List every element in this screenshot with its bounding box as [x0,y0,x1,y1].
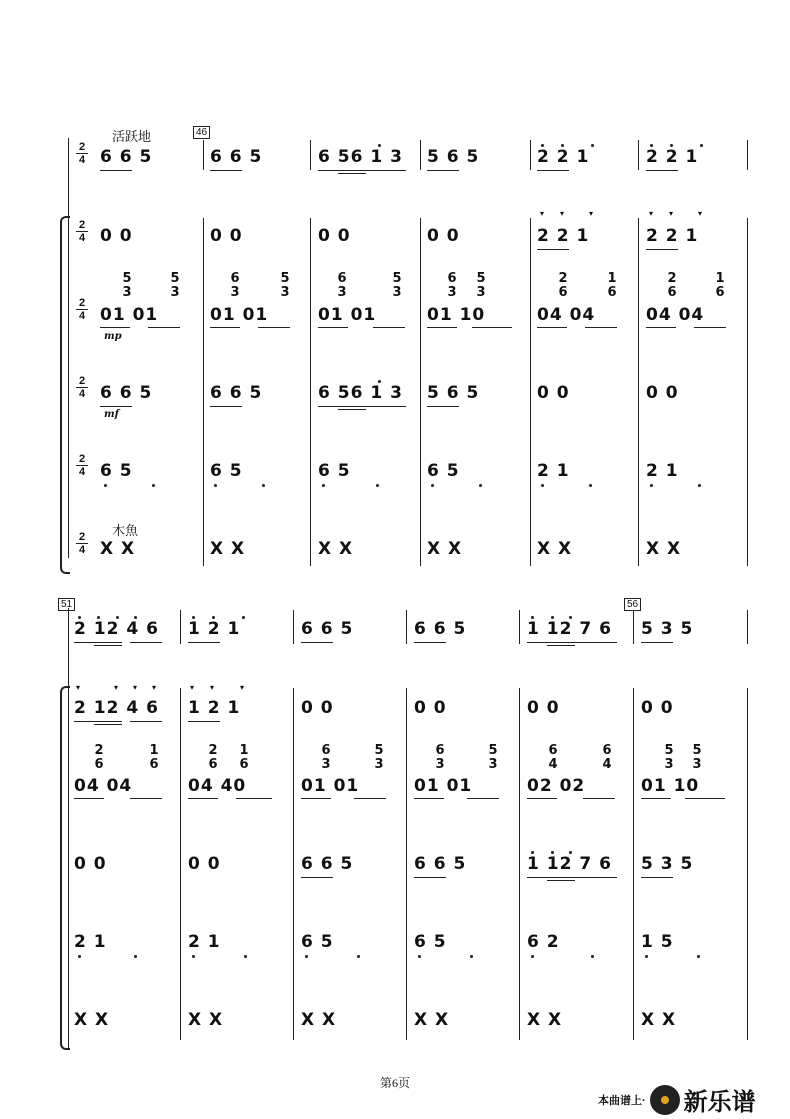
accent-mark: ▾ [698,209,703,218]
part4-measure-9: 6 6 5 [301,854,354,874]
part6-measure-3: X X [318,539,354,559]
chord-upper: 6 3 [447,271,457,300]
octave-dot-low [322,484,325,487]
beam-underline [373,327,405,328]
accent-mark: ▾ [190,683,195,692]
part4-measure-12: 5 3 5 [641,854,694,874]
beam-underline [301,798,331,799]
beam-underline [236,798,272,799]
part5-measure-8: 2 1 [188,932,221,952]
beam-underline [537,327,567,328]
beam-underline [100,406,132,407]
beam-underline [188,721,220,722]
octave-dot-low [541,484,544,487]
beam-underline [258,327,290,328]
beam-underline [74,721,122,722]
octave-dot-low [531,955,534,958]
part2-measure-1: 0 0 [100,226,133,246]
part5-measure-11: 6 2 [527,932,560,952]
beam-underline [301,642,333,643]
barline [519,688,520,1040]
octave-dot-low [470,955,473,958]
barline [293,610,294,644]
beam-underline [547,645,575,646]
beam-underline [646,170,678,171]
part3-measure-3: 01 01 [318,305,377,325]
beam-underline [641,798,671,799]
chord-upper: 1 6 [239,743,249,772]
octave-dot-low [357,955,360,958]
octave-dot [650,144,653,147]
brand-prefix: 本曲谱上· [598,1094,646,1107]
chord-upper: 5 3 [476,271,486,300]
beam-underline [641,877,673,878]
octave-dot [591,144,594,147]
accent-mark: ▾ [76,683,81,692]
staff-brace [60,686,70,1050]
staff-brace [60,216,70,574]
beam-underline [301,877,333,878]
part6-measure-5: X X [537,539,573,559]
beam-underline [537,170,569,171]
melody-measure-5: 2 2 1 [537,147,590,167]
barline [180,610,181,644]
part5-measure-1: 6 5 [100,461,133,481]
octave-dot-low [305,955,308,958]
part3-measure-11: 02 02 [527,776,586,796]
octave-dot-low [479,484,482,487]
barline [747,218,748,566]
chord-upper: 5 3 [170,271,180,300]
part3-measure-9: 01 01 [301,776,360,796]
beam-underline [318,170,406,171]
part2-measure-5: 2 2 1 [537,226,590,246]
barline [203,218,204,566]
measure-number: 51 [58,598,75,611]
part2-measure-6: 2 2 1 [646,226,699,246]
part5-measure-7: 2 1 [74,932,107,952]
part4-measure-7: 0 0 [74,854,107,874]
barline [747,688,748,1040]
beam-underline [646,249,678,250]
tempo-mark: 活跃地 [112,129,152,144]
octave-dot-low [104,484,107,487]
measure-number: 56 [624,598,641,611]
chord-upper: 1 6 [149,743,159,772]
octave-dot [134,616,137,619]
part2-measure-2: 0 0 [210,226,243,246]
part6-measure-10: X X [414,1010,450,1030]
chord-upper: 1 6 [607,271,617,300]
octave-dot [670,144,673,147]
barline [747,140,748,170]
octave-dot [192,616,195,619]
chord-upper: 2 6 [208,743,218,772]
beam-underline [527,798,557,799]
beam-underline [414,877,446,878]
octave-dot-low [376,484,379,487]
part2-measure-7: 2 12 4 6 [74,698,159,718]
octave-dot [551,616,554,619]
octave-dot-low [697,955,700,958]
octave-dot [531,616,534,619]
chord-upper: 6 3 [230,271,240,300]
melody-measure-12: 5 3 5 [641,619,694,639]
part5-measure-10: 6 5 [414,932,447,952]
part3-measure-8: 04 40 [188,776,247,796]
part4-measure-3: 6 56 1 3 [318,383,403,403]
beam-underline [100,170,132,171]
melody-measure-1: 6 6 5 [100,147,153,167]
beam-underline [427,406,459,407]
part3-measure-7: 04 04 [74,776,133,796]
chord-upper: 6 4 [602,743,612,772]
accent-mark: ▾ [540,209,545,218]
beam-underline [646,327,676,328]
barline [530,218,531,566]
part2-measure-11: 0 0 [527,698,560,718]
part3-measure-2: 01 01 [210,305,269,325]
time-signature: 2 4 [76,220,88,243]
beam-underline [527,877,617,878]
beam-underline [414,798,444,799]
melody-measure-11: 1 12 7 6 [527,619,612,639]
melody-measure-4: 5 6 5 [427,147,480,167]
beam-underline [94,724,122,725]
beam-underline [148,327,180,328]
record-disc-icon [650,1085,680,1115]
octave-dot-low [645,955,648,958]
part3-measure-6: 04 04 [646,305,705,325]
beam-underline [585,327,617,328]
barline [406,610,407,644]
octave-dot-low [591,955,594,958]
barline [310,140,311,170]
chord-upper: 6 3 [337,271,347,300]
page-number: 第6页 [379,1076,410,1090]
time-signature: 2 4 [76,454,88,477]
octave-dot-low [418,955,421,958]
octave-dot-low [192,955,195,958]
beam-underline [74,798,104,799]
part6-measure-1: X X [100,539,136,559]
octave-dot [531,851,534,854]
octave-dot [378,144,381,147]
beam-underline [210,327,240,328]
chord-upper: 6 3 [321,743,331,772]
octave-dot-low [244,955,247,958]
brand-name: 新乐谱 [683,1088,756,1116]
beam-underline [694,327,726,328]
part6-measure-2: X X [210,539,246,559]
part4-measure-6: 0 0 [646,383,679,403]
time-signature: 2 4 [76,532,88,555]
barline [519,610,520,644]
time-signature: 2 4 [76,142,88,165]
beam-underline [94,645,122,646]
accent-mark: ▾ [240,683,245,692]
part2-measure-10: 0 0 [414,698,447,718]
beam-underline [338,409,366,410]
part5-measure-3: 6 5 [318,461,351,481]
melody-measure-2: 6 6 5 [210,147,263,167]
measure-number: 46 [193,126,210,139]
octave-dot [97,616,100,619]
time-signature: 2 4 [76,298,88,321]
beam-underline [427,170,459,171]
beam-underline [685,798,725,799]
melody-measure-9: 6 6 5 [301,619,354,639]
beam-underline [130,798,162,799]
beam-underline [100,327,130,328]
chord-upper: 2 6 [667,271,677,300]
melody-measure-8: 1 2 1 [188,619,241,639]
barline [203,140,204,170]
beam-underline [74,642,122,643]
part6-measure-11: X X [527,1010,563,1030]
accent-mark: ▾ [560,209,565,218]
dynamic-mark: mp [104,331,122,342]
beam-underline [318,327,348,328]
accent-mark: ▾ [210,683,215,692]
score-system-2 [0,590,790,1050]
barline [633,688,634,1040]
dynamic-mark: mf [104,409,119,420]
octave-dot-low [78,955,81,958]
octave-dot-low [134,955,137,958]
octave-dot [116,616,119,619]
part4-measure-8: 0 0 [188,854,221,874]
accent-mark: ▾ [114,683,119,692]
beam-underline [472,327,512,328]
beam-underline [354,798,386,799]
part2-measure-9: 0 0 [301,698,334,718]
beam-underline [188,642,220,643]
beam-underline [188,798,218,799]
part6-measure-4: X X [427,539,463,559]
octave-dot [700,144,703,147]
chord-upper: 5 3 [122,271,132,300]
chord-upper: 5 3 [392,271,402,300]
octave-dot [78,616,81,619]
accent-mark: ▾ [152,683,157,692]
octave-dot-low [431,484,434,487]
part3-measure-12: 01 10 [641,776,700,796]
part5-measure-12: 1 5 [641,932,674,952]
beam-underline [210,406,242,407]
octave-dot [212,616,215,619]
part4-measure-11: 1 12 7 6 [527,854,612,874]
barline [293,688,294,1040]
octave-dot-low [650,484,653,487]
octave-dot [242,616,245,619]
octave-dot [569,851,572,854]
beam-underline [318,406,406,407]
accent-mark: ▾ [649,209,654,218]
beam-underline [547,880,575,881]
melody-measure-3: 6 56 1 3 [318,147,403,167]
barline [638,218,639,566]
part5-measure-6: 2 1 [646,461,679,481]
accent-mark: ▾ [589,209,594,218]
barline [530,140,531,170]
octave-dot [569,616,572,619]
percussion-label: 木魚 [112,523,139,538]
beam-underline [414,642,446,643]
chord-upper: 5 3 [280,271,290,300]
part4-measure-2: 6 6 5 [210,383,263,403]
part6-measure-8: X X [188,1010,224,1030]
accent-mark: ▾ [669,209,674,218]
part4-measure-4: 5 6 5 [427,383,480,403]
part5-measure-5: 2 1 [537,461,570,481]
melody-measure-6: 2 2 1 [646,147,699,167]
part4-measure-10: 6 6 5 [414,854,467,874]
melody-measure-7: 2 12 4 6 [74,619,159,639]
beam-underline [467,798,499,799]
part6-measure-7: X X [74,1010,110,1030]
part3-measure-4: 01 10 [427,305,486,325]
accent-mark: ▾ [133,683,138,692]
beam-underline [527,642,617,643]
octave-dot [561,144,564,147]
barline [633,610,634,644]
part2-measure-8: 1 2 1 [188,698,241,718]
part5-measure-4: 6 5 [427,461,460,481]
beam-underline [583,798,615,799]
part4-measure-5: 0 0 [537,383,570,403]
part2-measure-4: 0 0 [427,226,460,246]
chord-upper: 5 3 [374,743,384,772]
beam-underline [130,721,162,722]
beam-underline [210,170,242,171]
chord-upper: 1 6 [715,271,725,300]
barline [310,218,311,566]
octave-dot-low [698,484,701,487]
part4-measure-1: 6 6 5 [100,383,153,403]
barline [406,688,407,1040]
barline [638,140,639,170]
melody-measure-10: 6 6 5 [414,619,467,639]
chord-upper: 5 3 [664,743,674,772]
part2-measure-3: 0 0 [318,226,351,246]
chord-upper: 6 4 [548,743,558,772]
chord-upper: 6 3 [435,743,445,772]
part2-measure-12: 0 0 [641,698,674,718]
barline [180,688,181,1040]
part3-measure-1: 01 01 [100,305,159,325]
part5-measure-9: 6 5 [301,932,334,952]
brand-watermark [598,1082,756,1117]
barline [420,140,421,170]
octave-dot [378,380,381,383]
time-signature: 2 4 [76,376,88,399]
beam-underline [338,173,366,174]
part6-measure-6: X X [646,539,682,559]
beam-underline [537,249,569,250]
barline [747,610,748,644]
beam-underline [641,642,673,643]
chord-upper: 2 6 [558,271,568,300]
octave-dot-low [214,484,217,487]
octave-dot [541,144,544,147]
beam-underline [130,642,162,643]
score-system-1 [0,120,790,580]
part3-measure-10: 01 01 [414,776,473,796]
octave-dot [551,851,554,854]
beam-underline [427,327,457,328]
chord-upper: 2 6 [94,743,104,772]
part6-measure-9: X X [301,1010,337,1030]
part3-measure-5: 04 04 [537,305,596,325]
part6-measure-12: X X [641,1010,677,1030]
octave-dot-low [152,484,155,487]
chord-upper: 5 3 [692,743,702,772]
octave-dot-low [262,484,265,487]
chord-upper: 5 3 [488,743,498,772]
octave-dot-low [589,484,592,487]
barline [420,218,421,566]
part5-measure-2: 6 5 [210,461,243,481]
